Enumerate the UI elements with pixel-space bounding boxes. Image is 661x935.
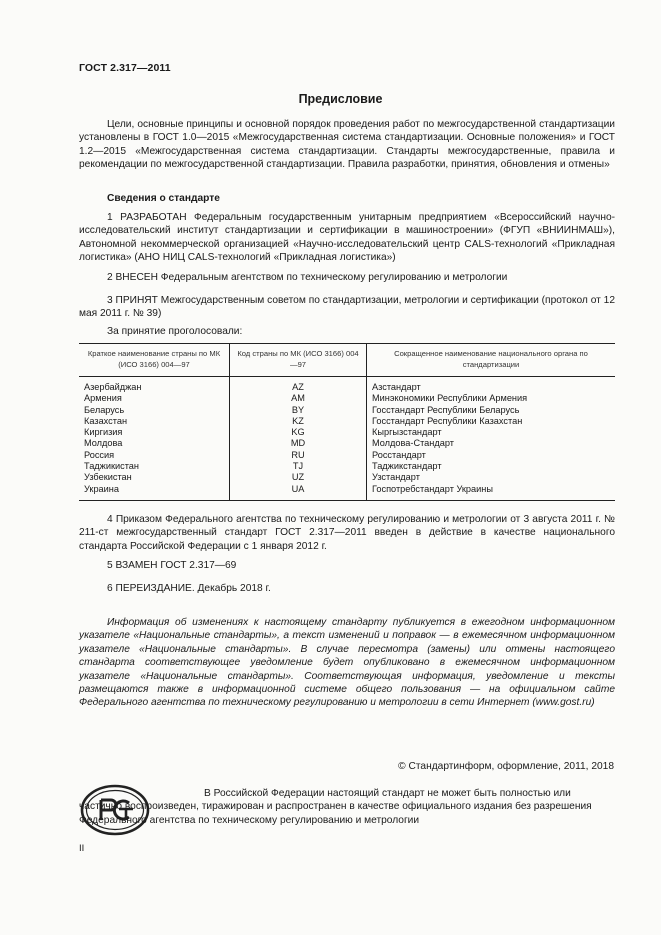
voting-countries-table xyxy=(79,343,615,501)
cell-body: Госстандарт Республики Беларусь xyxy=(372,404,520,415)
cell-country: Казахстан xyxy=(84,415,128,426)
table-row xyxy=(79,416,615,427)
cell-body: Минэкономики Республики Армения xyxy=(372,393,528,404)
cell-code: MD xyxy=(230,438,367,449)
item-introduced: 2 ВНЕСЕН Федеральным агентством по техническому регулированию и метрологии xyxy=(107,272,508,283)
item-enacted: 4 Приказом Федерального агентства по техническому регулированию и метрологии от 3 августа 2011 г. № 211-ст межгосударственный стандарт ГОСТ 2.317—2011 введен в действие в качестве национального стандарта Российской Федерации с 1 января 2012 г. xyxy=(79,514,615,552)
column-header-code: Код страны по МК (ИСО 3166) 004—97 xyxy=(230,344,367,377)
cell-country: Армения xyxy=(84,393,122,404)
changes-info-block: Информация об изменениях к настоящему стандарту публикуется в ежегодном информационном указателе «Национальные стандарты», а текст изменений и поправок — в ежемесячном информационном указателе «Национальные стандарты». В случае пересмотра (замены) или отмены настоящего стандарта соответствующее уведомление будет опубликовано в ежемесячном информационном указателе «Национальные стандарты». Соответствующая информация, уведомление и тексты размещаются также в информационной системе общего пользования — на официальном сайте Федерального агентства по техническому регулированию и метрологии в сети Интернет (www.gost.ru) xyxy=(79,617,615,709)
item-adopted: 3 ПРИНЯТ Межгосударственным советом по стандартизации, метрологии и сертификации (протокол от 12 мая 2011 г. № 39) xyxy=(79,295,615,320)
cell-country: Таджикистан xyxy=(84,461,139,472)
intro-paragraph: Цели, основные принципы и основной порядок проведения работ по межгосударственной стандартизации установлены в ГОСТ 1.0—2015 «Межгосударственная система стандартизации. Основные положения» и ГОСТ 1.2—2015 «Межгосударственная система стандартизации. Стандарты межгосударственные, правила и рекомендации по межгосударственной стандартизации. Правила разработки, принятия, обновления и отмены» xyxy=(79,119,615,171)
cell-body: Таджикстандарт xyxy=(372,461,442,472)
table-row xyxy=(79,377,615,394)
cell-code: UZ xyxy=(230,472,367,483)
table-row xyxy=(79,438,615,449)
cell-code: KG xyxy=(230,427,367,438)
cell-body: Узстандарт xyxy=(372,472,420,483)
table-row xyxy=(79,405,615,416)
vote-label: За принятие проголосовали: xyxy=(107,326,243,337)
cell-code: AM xyxy=(230,393,367,404)
table-row xyxy=(79,484,615,501)
table-row xyxy=(79,472,615,483)
info-heading: Сведения о стандарте xyxy=(107,193,220,204)
document-id: ГОСТ 2.317—2011 xyxy=(79,62,171,74)
cell-code: BY xyxy=(230,405,367,416)
cell-code: AZ xyxy=(230,377,367,394)
page-title: Предисловие xyxy=(298,92,383,106)
cell-body: Азстандарт xyxy=(372,382,421,392)
cell-country: Беларусь xyxy=(84,404,125,415)
item-reissue: 6 ПЕРЕИЗДАНИЕ. Декабрь 2018 г. xyxy=(107,583,271,594)
cell-country: Азербайджан xyxy=(84,382,142,392)
copyright-line: © Стандартинформ, оформление, 2011, 2018 xyxy=(398,761,614,772)
cell-body: Госпотребстандарт Украины xyxy=(372,483,493,494)
cell-country: Киргизия xyxy=(84,427,123,438)
cell-body: Госстандарт Республики Казахстан xyxy=(372,415,523,426)
cell-country: Украина xyxy=(84,483,119,494)
cell-code: TJ xyxy=(230,461,367,472)
cell-code: UA xyxy=(230,484,367,501)
cell-country: Россия xyxy=(84,449,115,460)
cell-body: Кыргызстандарт xyxy=(372,427,442,438)
table-row xyxy=(79,461,615,472)
cell-body: Молдова-Стандарт xyxy=(372,438,454,449)
cell-code: KZ xyxy=(230,416,367,427)
table-row xyxy=(79,450,615,461)
reproduction-notice: В Российской Федерации настоящий стандарт не может быть полностью или частично воспроизведен, тиражирован и распространен в качестве официального издания без разрешения Федерального агентства по техническому регулированию и метрологии xyxy=(79,788,592,826)
table-row xyxy=(79,427,615,438)
item-developed: 1 РАЗРАБОТАН Федеральным государственным унитарным предприятием «Всероссийский научно-исследовательский институт стандартизации и сертификации в машиностроении» (ФГУП «ВНИИНМАШ»), Автономной некоммерческой организацией «Научно-исследовательский центр CALS-технологий «Прикладная логистика» (АНО НИЦ CALS-технологий «Прикладная логистика») xyxy=(79,212,615,264)
cell-code: RU xyxy=(230,450,367,461)
cell-body: Росстандарт xyxy=(372,449,426,460)
column-header-country: Краткое наименование страны по МК (ИСО 3166) 004—97 xyxy=(87,349,221,369)
cell-country: Молдова xyxy=(84,438,123,449)
page-number: II xyxy=(79,843,85,854)
table-row xyxy=(79,393,615,404)
table-header-row xyxy=(79,344,615,377)
cell-country: Узбекистан xyxy=(84,472,132,483)
column-header-body: Сокращенное наименование национального органа по стандартизации xyxy=(394,349,588,369)
item-replaces: 5 ВЗАМЕН ГОСТ 2.317—69 xyxy=(107,560,237,571)
